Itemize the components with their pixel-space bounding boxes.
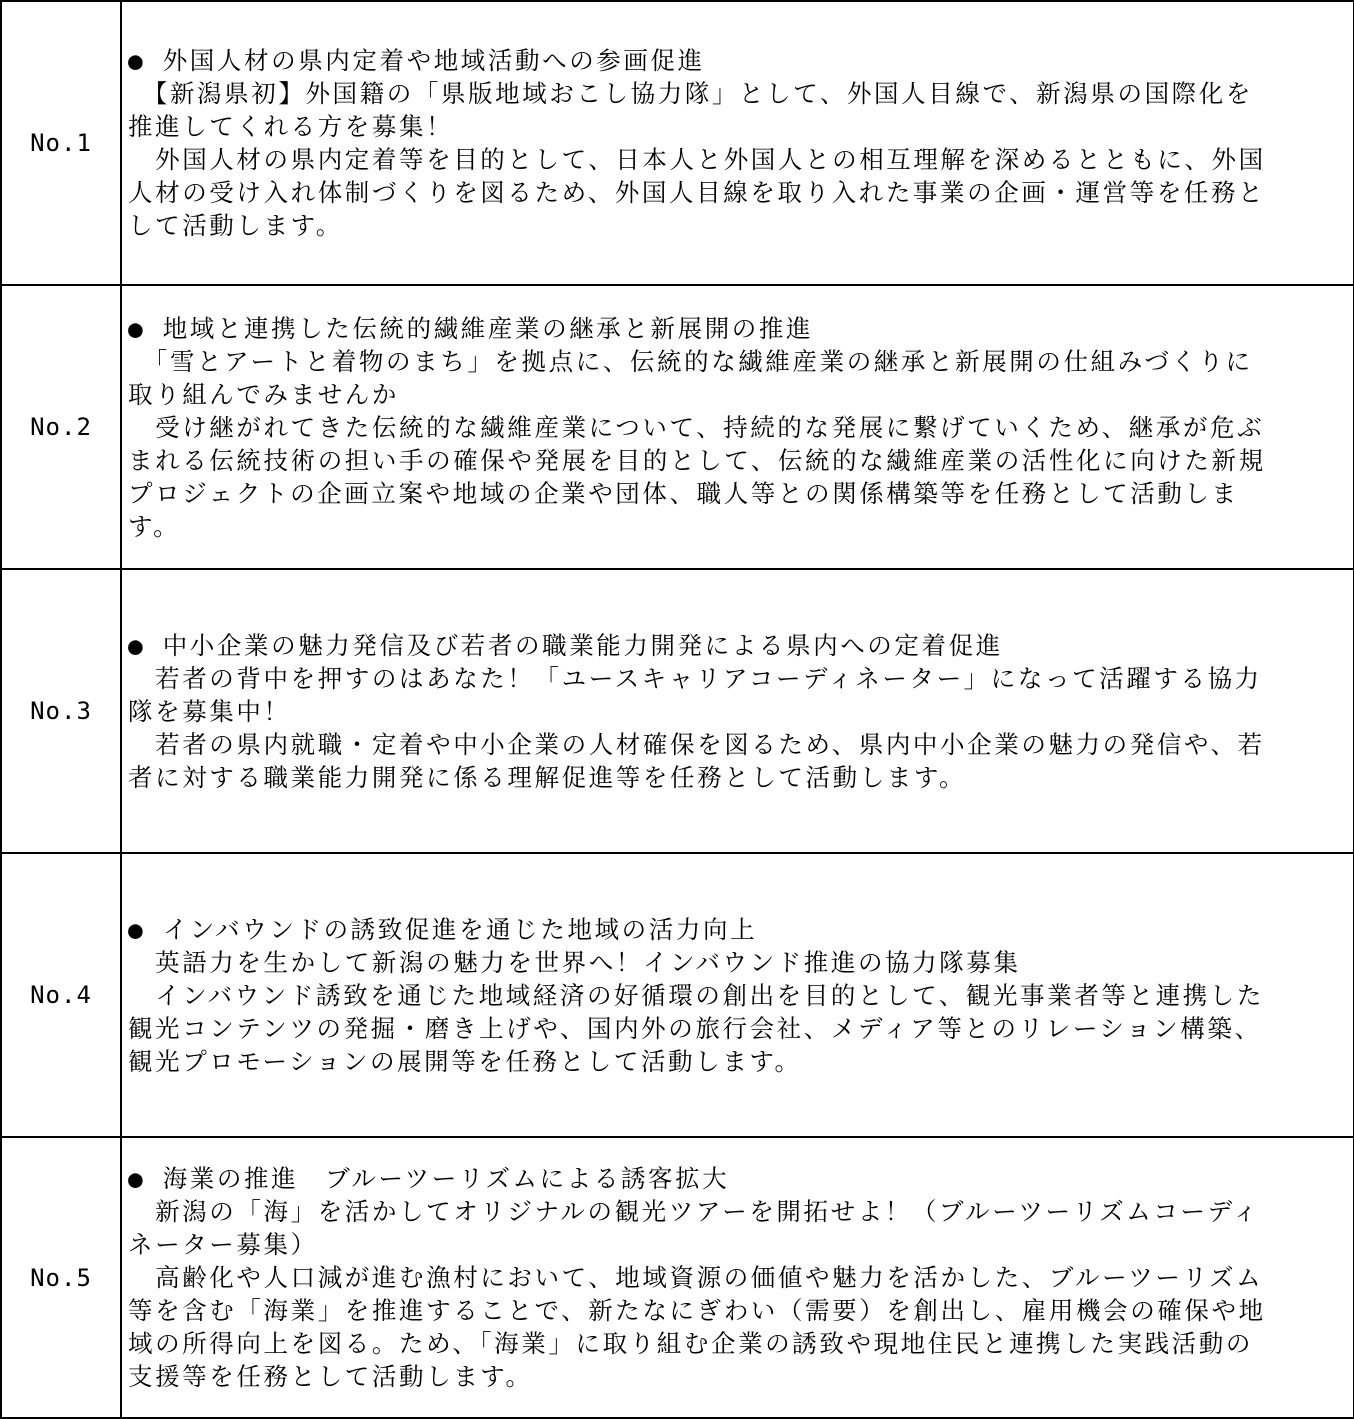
row-text-line: す。: [128, 511, 181, 541]
row-content: [121, 285, 1354, 569]
row-text-line: 「雪とアートと着物のまち」を拠点に、伝統的な繊維産業の継承と新展開の仕組みづくりに: [128, 346, 1253, 376]
row-heading: ● インバウンドの誘致促進を通じた地域の活力向上: [128, 914, 758, 944]
row-heading: ● 中小企業の魅力発信及び若者の職業能力開発による県内への定着促進: [128, 630, 1003, 660]
row-text-line: まれる伝統技術の担い手の確保や発展を目的として、伝統的な繊維産業の活性化に向けた新規: [128, 445, 1266, 475]
row-content: [121, 853, 1354, 1137]
row-text-line: 人材の受け入れ体制づくりを図るため、外国人目線を取り入れた事業の企画・運営等を任務と: [128, 178, 1266, 207]
table-row: [1, 285, 1354, 569]
row-text-line: 若者の背中を押すのはあなた！「ユースキャリアコーディネーター」になって活躍する協力: [128, 663, 1262, 693]
row-number: No.2: [1, 285, 121, 569]
table-row: [1, 569, 1354, 853]
row-text-line: 若者の県内就職・定着や中小企業の人材確保を図るため、県内中小企業の魅力の発信や、若: [128, 729, 1265, 759]
row-text-line: 隊を募集中！: [128, 696, 291, 726]
row-text-line: 推進してくれる方を募集！: [128, 112, 454, 141]
row-text-line: して活動します。: [128, 211, 343, 240]
row-text-line: ネーター募集）: [128, 1230, 318, 1259]
row-heading: ● 外国人材の県内定着や地域活動への参画促進: [128, 46, 705, 75]
row-content: [121, 1137, 1354, 1418]
row-text-line: 等を含む「海業」を推進することで、新たなにぎわい（需要）を創出し、雇用機会の確保や地: [128, 1296, 1266, 1325]
row-number: No.3: [1, 569, 121, 853]
row-text-line: 【新潟県初】外国籍の「県版地域おこし協力隊」として、外国人目線で、新潟県の国際化を: [128, 79, 1253, 108]
row-content: [121, 569, 1354, 853]
table-row: [1, 1137, 1354, 1418]
table-row: [1, 853, 1354, 1137]
row-text-line: 支援等を任務として活動します。: [128, 1362, 533, 1391]
row-text-line: 受け継がれてきた伝統的な繊維産業について、持続的な発展に繋げていくため、継承が危ぶ: [128, 412, 1265, 442]
row-heading: ● 地域と連携した伝統的繊維産業の継承と新展開の推進: [128, 313, 814, 343]
row-text-line: 域の所得向上を図る。ため、「海業」に取り組む企業の誘致や現地住民と連携した実践活動の: [128, 1329, 1253, 1358]
row-number: No.1: [1, 1, 121, 285]
row-text-line: インバウンド誘致を通じた地域経済の好循環の創出を目的として、観光事業者等と連携した: [128, 980, 1264, 1010]
row-text-line: 高齢化や人口減が進む漁村において、地域資源の価値や魅力を活かした、ブルーツーリズム: [128, 1263, 1264, 1292]
row-text-line: プロジェクトの企画立案や地域の企業や団体、職人等との関係構築等を任務として活動しま: [128, 478, 1239, 508]
row-heading: ● 海業の推進 ブルーツーリズムによる誘客拡大: [128, 1164, 730, 1193]
table-row: [1, 1, 1354, 285]
row-number: No.5: [1, 1137, 121, 1418]
row-content: [121, 1, 1354, 285]
row-text-line: 新潟の「海」を活かしてオリジナルの観光ツアーを開拓せよ！（ブルーツーリズムコーディ: [128, 1197, 1260, 1226]
row-text-line: 取り組んでみませんか: [128, 379, 399, 409]
row-text-line: 観光プロモーションの展開等を任務として活動します。: [128, 1046, 802, 1076]
row-number: No.4: [1, 853, 121, 1137]
row-text-line: 観光コンテンツの発掘・磨き上げや、国内外の旅行会社、メディア等とのリレーション構築、: [128, 1013, 1262, 1043]
row-text-line: 者に対する職業能力開発に係る理解促進等を任務として活動します。: [128, 762, 967, 792]
row-text-line: 外国人材の県内定着等を目的として、日本人と外国人との相互理解を深めるとともに、外国: [128, 145, 1266, 174]
row-text-line: 英語力を生かして新潟の魅力を世界へ！インバウンド推進の協力隊募集: [128, 947, 1021, 977]
